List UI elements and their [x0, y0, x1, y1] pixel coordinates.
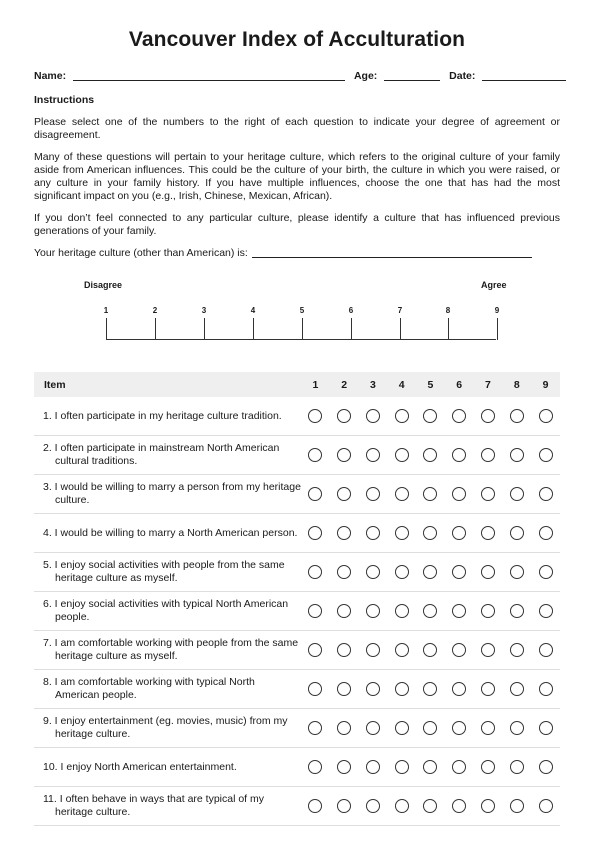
option-cell: [502, 436, 531, 475]
option-cell: [416, 592, 445, 631]
heritage-culture-row: [34, 247, 532, 259]
radio-circle[interactable]: [308, 526, 322, 540]
option-cell: [531, 592, 560, 631]
option-cell: [445, 748, 474, 787]
option-cell: [330, 787, 359, 826]
radio-circle[interactable]: [510, 682, 524, 696]
option-cell: [301, 670, 330, 709]
option-cell: [531, 787, 560, 826]
scale-tick: [400, 318, 401, 340]
radio-circle[interactable]: [539, 682, 553, 696]
option-cell: [387, 436, 416, 475]
option-cell: [531, 553, 560, 592]
radio-circle[interactable]: [308, 682, 322, 696]
table-row: [34, 748, 560, 787]
radio-circle[interactable]: [395, 565, 409, 579]
radio-circle[interactable]: [481, 526, 495, 540]
option-cell: [474, 514, 503, 553]
radio-circle[interactable]: [423, 565, 437, 579]
option-cell: [359, 553, 388, 592]
option-cell: [474, 397, 503, 436]
option-cell: [387, 592, 416, 631]
radio-circle[interactable]: [308, 448, 322, 462]
radio-circle[interactable]: [510, 565, 524, 579]
option-cell: [359, 787, 388, 826]
scale-tick: [497, 318, 498, 340]
radio-circle[interactable]: [366, 487, 380, 501]
item-column-header: Item: [34, 372, 301, 397]
radio-circle[interactable]: [539, 721, 553, 735]
option-cell: [474, 631, 503, 670]
radio-circle[interactable]: [308, 643, 322, 657]
radio-circle[interactable]: [510, 409, 524, 423]
radio-circle[interactable]: [366, 604, 380, 618]
option-cell: [531, 475, 560, 514]
radio-circle[interactable]: [366, 682, 380, 696]
radio-circle[interactable]: [337, 487, 351, 501]
item-cell: [34, 553, 301, 592]
radio-circle[interactable]: [366, 409, 380, 423]
option-cell: [502, 475, 531, 514]
option-cell: [531, 436, 560, 475]
scale-line: [106, 339, 496, 340]
item-text: 11. I often behave in ways that are typical of my heritage culture.: [43, 793, 265, 818]
radio-circle[interactable]: [337, 799, 351, 813]
radio-circle[interactable]: [337, 526, 351, 540]
radio-circle[interactable]: [510, 448, 524, 462]
option-cell: [474, 670, 503, 709]
option-cell: [387, 709, 416, 748]
option-cell: [359, 514, 388, 553]
radio-circle[interactable]: [308, 799, 322, 813]
radio-circle[interactable]: [539, 760, 553, 774]
radio-circle[interactable]: [423, 682, 437, 696]
scale-tick: [204, 318, 205, 340]
radio-circle[interactable]: [510, 526, 524, 540]
item-text: 3. I would be willing to marry a person from my heritage culture.: [43, 481, 301, 506]
table-row: [34, 514, 560, 553]
option-cell: [416, 748, 445, 787]
radio-circle[interactable]: [481, 760, 495, 774]
radio-circle[interactable]: [481, 409, 495, 423]
radio-circle[interactable]: [452, 565, 466, 579]
radio-circle[interactable]: [395, 604, 409, 618]
radio-circle[interactable]: [395, 682, 409, 696]
scale-number: 6: [348, 306, 354, 315]
radio-circle[interactable]: [366, 799, 380, 813]
table-header-row: [34, 372, 560, 397]
radio-circle[interactable]: [539, 565, 553, 579]
radio-circle[interactable]: [337, 721, 351, 735]
radio-circle[interactable]: [481, 448, 495, 462]
option-column-header: 8: [502, 372, 531, 397]
radio-circle[interactable]: [481, 799, 495, 813]
option-cell: [531, 670, 560, 709]
option-cell: [301, 709, 330, 748]
option-column-header: 7: [474, 372, 503, 397]
radio-circle[interactable]: [481, 643, 495, 657]
option-cell: [330, 553, 359, 592]
option-cell: [387, 748, 416, 787]
option-cell: [387, 397, 416, 436]
instructions-paragraph: Please select one of the numbers to the right of each question to indicate your degree of agreement or disagreement.: [34, 116, 560, 141]
option-cell: [531, 709, 560, 748]
radio-circle[interactable]: [452, 409, 466, 423]
table-row: [34, 397, 560, 436]
item-text: 6. I enjoy social activities with typical North American people.: [43, 598, 289, 623]
option-cell: [474, 436, 503, 475]
header-fields: [34, 70, 566, 82]
scale-number: 9: [494, 306, 500, 315]
scale-number: 4: [250, 306, 256, 315]
heritage-prompt: Your heritage culture (other than American) is:: [34, 247, 248, 259]
age-label: Age:: [353, 70, 378, 82]
option-cell: [474, 553, 503, 592]
radio-circle[interactable]: [452, 799, 466, 813]
radio-circle[interactable]: [510, 643, 524, 657]
option-cell: [387, 787, 416, 826]
option-cell: [445, 397, 474, 436]
scale-number: 8: [445, 306, 451, 315]
item-text: 5. I enjoy social activities with people from the same heritage culture as myself.: [43, 559, 285, 584]
radio-circle[interactable]: [395, 487, 409, 501]
questionnaire-table: [34, 372, 560, 826]
scale-tick: [106, 318, 107, 340]
radio-circle[interactable]: [308, 487, 322, 501]
radio-circle[interactable]: [539, 643, 553, 657]
option-cell: [359, 397, 388, 436]
radio-circle[interactable]: [510, 721, 524, 735]
option-cell: [502, 397, 531, 436]
option-cell: [445, 553, 474, 592]
option-cell: [416, 436, 445, 475]
option-cell: [359, 748, 388, 787]
scale-tick: [253, 318, 254, 340]
option-column-header: 9: [531, 372, 560, 397]
radio-circle[interactable]: [452, 448, 466, 462]
table-row: [34, 553, 560, 592]
table-row: [34, 709, 560, 748]
table-row: [34, 436, 560, 475]
option-cell: [474, 592, 503, 631]
item-text: 7. I am comfortable working with people from the same heritage culture as myself.: [43, 637, 299, 662]
option-cell: [502, 670, 531, 709]
option-cell: [502, 787, 531, 826]
item-cell: [34, 397, 301, 436]
scale-number: 7: [397, 306, 403, 315]
option-cell: [531, 748, 560, 787]
radio-circle[interactable]: [452, 604, 466, 618]
radio-circle[interactable]: [423, 409, 437, 423]
scale-number: 2: [152, 306, 158, 315]
option-cell: [330, 709, 359, 748]
radio-circle[interactable]: [308, 760, 322, 774]
option-cell: [359, 592, 388, 631]
radio-circle[interactable]: [423, 448, 437, 462]
radio-circle[interactable]: [481, 721, 495, 735]
radio-circle[interactable]: [423, 799, 437, 813]
option-cell: [359, 670, 388, 709]
radio-circle[interactable]: [337, 760, 351, 774]
option-cell: [359, 631, 388, 670]
scale-number: 3: [201, 306, 207, 315]
table-row: [34, 670, 560, 709]
item-cell: [34, 709, 301, 748]
radio-circle[interactable]: [308, 604, 322, 618]
table-row: [34, 631, 560, 670]
item-text: 4. I would be willing to marry a North American person.: [43, 526, 298, 539]
radio-circle[interactable]: [452, 487, 466, 501]
option-cell: [387, 631, 416, 670]
option-cell: [387, 670, 416, 709]
radio-circle[interactable]: [395, 721, 409, 735]
option-cell: [416, 514, 445, 553]
item-cell: [34, 787, 301, 826]
table-body: [34, 397, 560, 826]
option-cell: [502, 553, 531, 592]
radio-circle[interactable]: [510, 760, 524, 774]
option-cell: [359, 436, 388, 475]
item-cell: [34, 436, 301, 475]
option-cell: [502, 709, 531, 748]
option-cell: [416, 553, 445, 592]
option-cell: [416, 787, 445, 826]
item-text: 9. I enjoy entertainment (eg. movies, music) from my heritage culture.: [43, 715, 288, 740]
option-cell: [301, 553, 330, 592]
radio-circle[interactable]: [395, 409, 409, 423]
option-column-header: 4: [387, 372, 416, 397]
option-column-header: 1: [301, 372, 330, 397]
radio-circle[interactable]: [539, 799, 553, 813]
scale-number: 5: [299, 306, 305, 315]
item-text: 8. I am comfortable working with typical North American people.: [43, 676, 255, 701]
radio-circle[interactable]: [510, 604, 524, 618]
option-column-header: 3: [359, 372, 388, 397]
option-cell: [301, 475, 330, 514]
radio-circle[interactable]: [481, 487, 495, 501]
scale-tick: [302, 318, 303, 340]
option-column-header: 6: [445, 372, 474, 397]
option-cell: [330, 397, 359, 436]
option-cell: [301, 748, 330, 787]
radio-circle[interactable]: [366, 643, 380, 657]
option-cell: [445, 670, 474, 709]
radio-circle[interactable]: [366, 526, 380, 540]
radio-circle[interactable]: [481, 604, 495, 618]
radio-circle[interactable]: [423, 526, 437, 540]
scale-tick: [351, 318, 352, 340]
radio-circle[interactable]: [308, 721, 322, 735]
table-row: [34, 787, 560, 826]
item-text: 1. I often participate in my heritage culture tradition.: [43, 409, 282, 422]
radio-circle[interactable]: [366, 448, 380, 462]
radio-circle[interactable]: [366, 565, 380, 579]
radio-circle[interactable]: [366, 760, 380, 774]
radio-circle[interactable]: [395, 448, 409, 462]
option-cell: [330, 514, 359, 553]
option-cell: [474, 709, 503, 748]
option-cell: [531, 631, 560, 670]
option-cell: [445, 514, 474, 553]
radio-circle[interactable]: [510, 799, 524, 813]
option-cell: [445, 436, 474, 475]
option-cell: [502, 748, 531, 787]
option-cell: [445, 475, 474, 514]
option-cell: [531, 514, 560, 553]
radio-circle[interactable]: [539, 526, 553, 540]
option-cell: [416, 397, 445, 436]
option-cell: [301, 592, 330, 631]
radio-circle[interactable]: [423, 643, 437, 657]
radio-circle[interactable]: [510, 487, 524, 501]
item-cell: [34, 592, 301, 631]
radio-circle[interactable]: [452, 526, 466, 540]
scale-tick: [155, 318, 156, 340]
scale-disagree-label: Disagree: [84, 280, 123, 290]
radio-circle[interactable]: [366, 721, 380, 735]
age-field[interactable]: [384, 70, 440, 81]
item-cell: [34, 748, 301, 787]
radio-circle[interactable]: [337, 643, 351, 657]
radio-circle[interactable]: [452, 682, 466, 696]
page-title: Vancouver Index of Acculturation: [128, 28, 466, 51]
scale-agree-label: Agree: [481, 280, 507, 290]
option-cell: [445, 592, 474, 631]
radio-circle[interactable]: [395, 526, 409, 540]
radio-circle[interactable]: [308, 565, 322, 579]
option-cell: [387, 475, 416, 514]
item-text: 10. I enjoy North American entertainment.: [43, 760, 237, 773]
heritage-culture-field[interactable]: [252, 247, 532, 258]
option-cell: [416, 631, 445, 670]
option-cell: [445, 709, 474, 748]
radio-circle[interactable]: [337, 565, 351, 579]
radio-circle[interactable]: [423, 604, 437, 618]
option-cell: [445, 787, 474, 826]
option-column-header: 5: [416, 372, 445, 397]
radio-circle[interactable]: [395, 760, 409, 774]
item-cell: [34, 514, 301, 553]
instructions-heading: Instructions: [34, 94, 95, 106]
radio-circle[interactable]: [423, 721, 437, 735]
radio-circle[interactable]: [452, 760, 466, 774]
option-cell: [330, 475, 359, 514]
radio-circle[interactable]: [452, 643, 466, 657]
radio-circle[interactable]: [337, 448, 351, 462]
scale-tick: [448, 318, 449, 340]
option-cell: [301, 631, 330, 670]
option-cell: [301, 514, 330, 553]
option-cell: [416, 475, 445, 514]
radio-circle[interactable]: [395, 799, 409, 813]
option-cell: [445, 631, 474, 670]
radio-circle[interactable]: [308, 409, 322, 423]
option-cell: [502, 592, 531, 631]
option-cell: [330, 748, 359, 787]
radio-circle[interactable]: [423, 760, 437, 774]
item-text: 2. I often participate in mainstream North American cultural traditions.: [43, 442, 280, 467]
radio-circle[interactable]: [481, 682, 495, 696]
radio-circle[interactable]: [539, 604, 553, 618]
radio-circle[interactable]: [423, 487, 437, 501]
option-cell: [301, 436, 330, 475]
option-cell: [416, 670, 445, 709]
name-field[interactable]: [73, 70, 345, 81]
option-cell: [330, 436, 359, 475]
option-cell: [330, 670, 359, 709]
item-cell: [34, 475, 301, 514]
radio-circle[interactable]: [539, 409, 553, 423]
radio-circle[interactable]: [481, 565, 495, 579]
table-row: [34, 475, 560, 514]
option-column-header: 2: [330, 372, 359, 397]
option-cell: [387, 514, 416, 553]
date-field[interactable]: [482, 70, 566, 81]
item-cell: [34, 670, 301, 709]
radio-circle[interactable]: [539, 487, 553, 501]
scale-number: 1: [103, 306, 109, 315]
table-row: [34, 592, 560, 631]
option-cell: [330, 592, 359, 631]
option-cell: [502, 631, 531, 670]
option-cell: [301, 787, 330, 826]
option-cell: [474, 748, 503, 787]
name-label: Name:: [34, 70, 67, 82]
item-cell: [34, 631, 301, 670]
instructions-paragraph: Many of these questions will pertain to your heritage culture, which refers to the original culture of your family aside from American influences. This could be the culture of your birth, the culture in which you were raised, or any culture in your family history. If you have multiple influences, choose the one that has had the most significant impact on you (e.g., Irish, Chinese, Mexican, African).: [34, 151, 560, 202]
date-label: Date:: [449, 70, 476, 82]
radio-circle[interactable]: [337, 682, 351, 696]
radio-circle[interactable]: [337, 604, 351, 618]
option-cell: [301, 397, 330, 436]
option-cell: [531, 397, 560, 436]
option-cell: [359, 709, 388, 748]
instructions-paragraph: If you don’t feel connected to any particular culture, please identify a culture that has influenced previous generations of your family.: [34, 212, 560, 237]
radio-circle[interactable]: [452, 721, 466, 735]
option-cell: [330, 631, 359, 670]
option-cell: [502, 514, 531, 553]
option-cell: [474, 475, 503, 514]
option-cell: [359, 475, 388, 514]
radio-circle[interactable]: [539, 448, 553, 462]
radio-circle[interactable]: [395, 643, 409, 657]
radio-circle[interactable]: [337, 409, 351, 423]
option-cell: [387, 553, 416, 592]
option-cell: [474, 787, 503, 826]
option-cell: [416, 709, 445, 748]
